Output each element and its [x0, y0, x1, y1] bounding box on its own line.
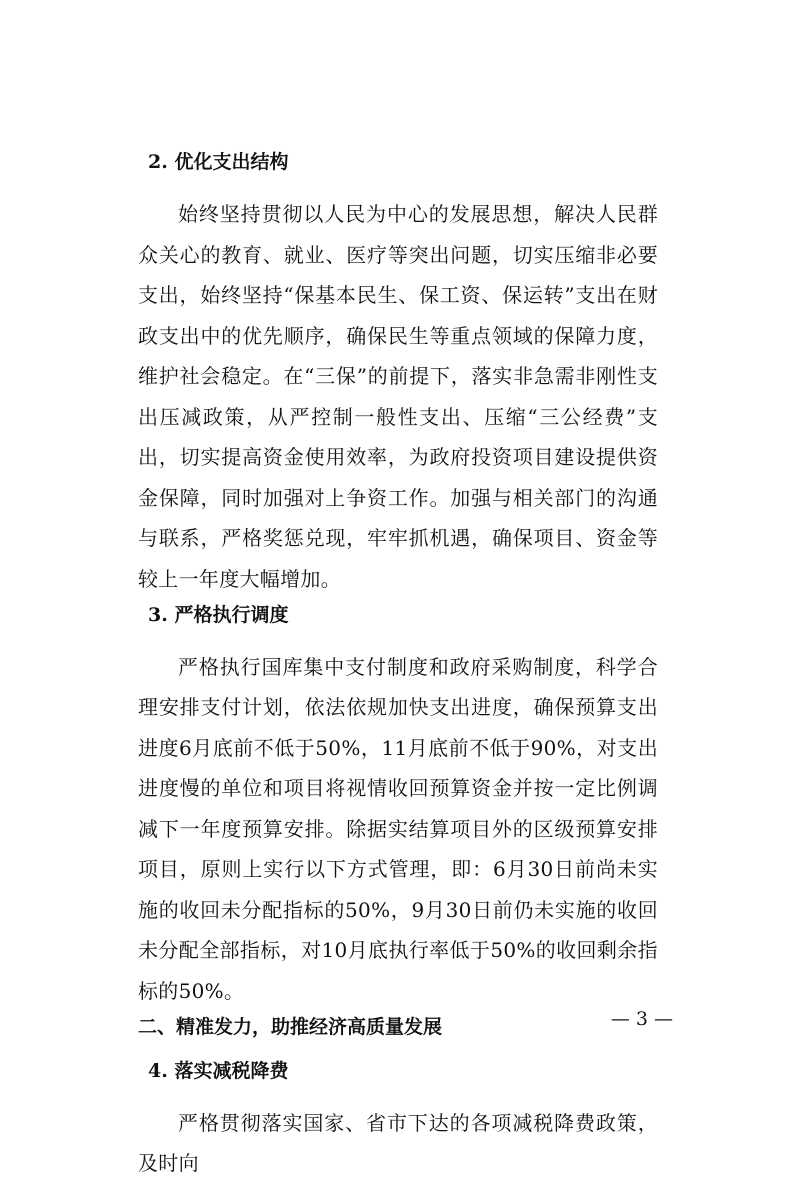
subheading-strict-execution: 3. 严格执行调度 — [148, 603, 289, 626]
page-number: — 3 — — [610, 1008, 673, 1030]
subheading-tax-reduction: 4. 落实减税降费 — [148, 1059, 289, 1082]
document-body — [138, 150, 658, 1184]
paragraph-tax-reduction: 严格贯彻落实国家、省市下达的各项减税降费政策，及时向 — [138, 1110, 658, 1175]
paragraph-strict-execution: 严格执行国库集中支付制度和政府采购制度，科学合理安排支付计划，依法依规加快支出进度，确保预算支出进度6月底前不低于50%，11月底前不低于90%，对支出进度慢的单位和项目将视情收回预算资金并按一定比例调减下一年度预算安排。除据实结算项目外的区级预算安排项目，原则上实行以下方式管理，即：6月30日前尚未实施的收回未分配指标的50%，9月30日前仍未实施的收回未分配全部指标，对10月底执行率低于50%的收回剩余指标的50%。 — [138, 654, 658, 1003]
section-heading-economic-development: 二、精准发力，助推经济高质量发展 — [138, 1015, 443, 1038]
subheading-optimize-expenditure: 2. 优化支出结构 — [148, 151, 289, 173]
paragraph-optimize-expenditure: 始终坚持贯彻以人民为中心的发展思想，解决人民群众关心的教育、就业、医疗等突出问题，切实压缩非必要支出，始终坚持“保基本民生、保工资、保运转”支出在财政支出中的优先顺序，确保民生等重点领域的保障力度，维护社会稳定。在“三保”的前提下，落实非急需非刚性支出压减政策，从严控制一般性支出、压缩“三公经费”支出，切实提高资金使用效率，为政府投资项目建设提供资金保障，同时加强对上争资工作。加强与相关部门的沟通与联系，严格奖惩兑现，牢牢抓机遇，确保项目、资金等较上一年度大幅增加。 — [138, 202, 658, 591]
